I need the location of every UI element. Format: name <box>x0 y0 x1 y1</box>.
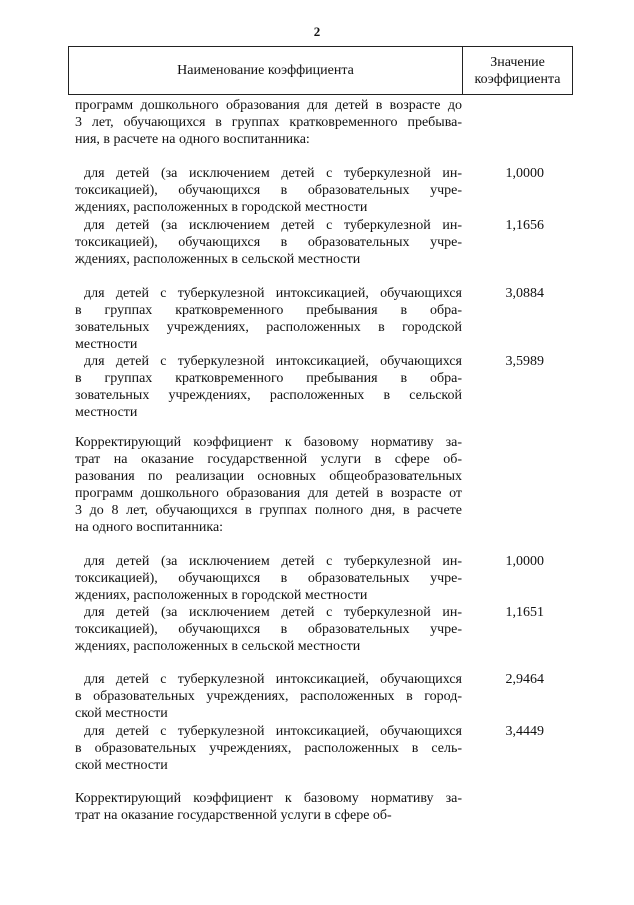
text-line: трат на оказание государственной услуги в сфере об- <box>75 452 462 467</box>
text-line: токсикацией), обучающихся в образовательных учре- <box>75 183 462 198</box>
text-line: ждениях, расположенных в сельской местности <box>75 639 361 654</box>
text-line: ской местности <box>75 706 168 721</box>
coefficient-value: 3,4449 <box>505 724 544 739</box>
text-line: зовательных учреждениях, расположенных в сельской <box>75 388 462 403</box>
text-line: для детей (за исключением детей с туберкулезной ин- <box>84 218 462 233</box>
text-line: токсикацией), обучающихся в образовательных учре- <box>75 235 462 250</box>
coefficient-row-description <box>75 553 462 604</box>
text-line: для детей с туберкулезной интоксикацией, обучающихся <box>84 286 462 301</box>
text-line: в образовательных учреждениях, расположенных в город- <box>75 689 462 704</box>
section-intro-continuation <box>75 97 462 148</box>
column-header-value <box>463 47 572 94</box>
text-line: в группах кратковременного пребывания в обра- <box>75 303 462 318</box>
text-line: токсикацией), обучающихся в образовательных учре- <box>75 622 462 637</box>
text-line: для детей с туберкулезной интоксикацией, обучающихся <box>84 724 462 739</box>
text-line: местности <box>75 405 138 420</box>
text-line: программ дошкольного образования для детей в возрасте до <box>75 98 462 113</box>
coefficient-row-description <box>75 723 462 774</box>
text-line: токсикацией), обучающихся в образовательных учре- <box>75 571 462 586</box>
column-header-name: Наименование коэффициента <box>69 47 463 94</box>
coefficient-value: 1,1656 <box>505 218 544 233</box>
text-line: трат на оказание государственной услуги в сфере об- <box>75 808 392 823</box>
text-line: зовательных учреждениях, расположенных в городской <box>75 320 462 335</box>
coefficient-value: 1,0000 <box>505 166 544 181</box>
coefficient-row-description <box>75 353 462 421</box>
text-line: 3 лет, обучающихся в группах кратковременного пребыва- <box>75 115 462 130</box>
text-line: для детей (за исключением детей с туберкулезной ин- <box>84 605 462 620</box>
coefficient-value: 2,9464 <box>505 672 544 687</box>
coefficient-value: 3,0884 <box>505 286 544 301</box>
coefficient-row-description <box>75 604 462 655</box>
section-intro <box>75 790 462 824</box>
text-line: ния, в расчете на одного воспитанника: <box>75 132 310 147</box>
text-line: 3 до 8 лет, обучающихся в группах полного дня, в расчете <box>75 503 462 518</box>
text-line: в образовательных учреждениях, расположенных в сель- <box>75 741 462 756</box>
text-line: Корректирующий коэффициент к базовому нормативу за- <box>75 435 462 450</box>
coefficient-value: 1,1651 <box>505 605 544 620</box>
text-line: ждениях, расположенных в сельской местности <box>75 252 361 267</box>
coefficient-row-description <box>75 671 462 722</box>
text-line: Корректирующий коэффициент к базовому нормативу за- <box>75 791 462 806</box>
column-header-value-line1: Значение <box>490 54 545 70</box>
coefficient-row-description <box>75 165 462 216</box>
text-line: программ дошкольного образования для детей в возрасте от <box>75 486 462 501</box>
text-line: на одного воспитанника: <box>75 520 224 535</box>
text-line: для детей с туберкулезной интоксикацией, обучающихся <box>84 354 462 369</box>
text-line: для детей (за исключением детей с туберкулезной ин- <box>84 166 462 181</box>
text-line: для детей (за исключением детей с туберкулезной ин- <box>84 554 462 569</box>
text-line: ской местности <box>75 758 168 773</box>
text-line: разования по реализации основных общеобразовательных <box>75 469 462 484</box>
column-header-value-line2: коэффициента <box>474 71 561 87</box>
text-line: ждениях, расположенных в городской местности <box>75 200 368 215</box>
section-intro <box>75 434 462 536</box>
coefficient-value: 1,0000 <box>505 554 544 569</box>
text-line: в группах кратковременного пребывания в обра- <box>75 371 462 386</box>
text-line: местности <box>75 337 138 352</box>
coefficient-row-description <box>75 217 462 268</box>
page-number: 2 <box>313 24 321 39</box>
text-line: для детей с туберкулезной интоксикацией, обучающихся <box>84 672 462 687</box>
text-line: ждениях, расположенных в городской местности <box>75 588 368 603</box>
coefficient-row-description <box>75 285 462 353</box>
coefficient-value: 3,5989 <box>505 354 544 369</box>
table-header <box>68 46 573 95</box>
